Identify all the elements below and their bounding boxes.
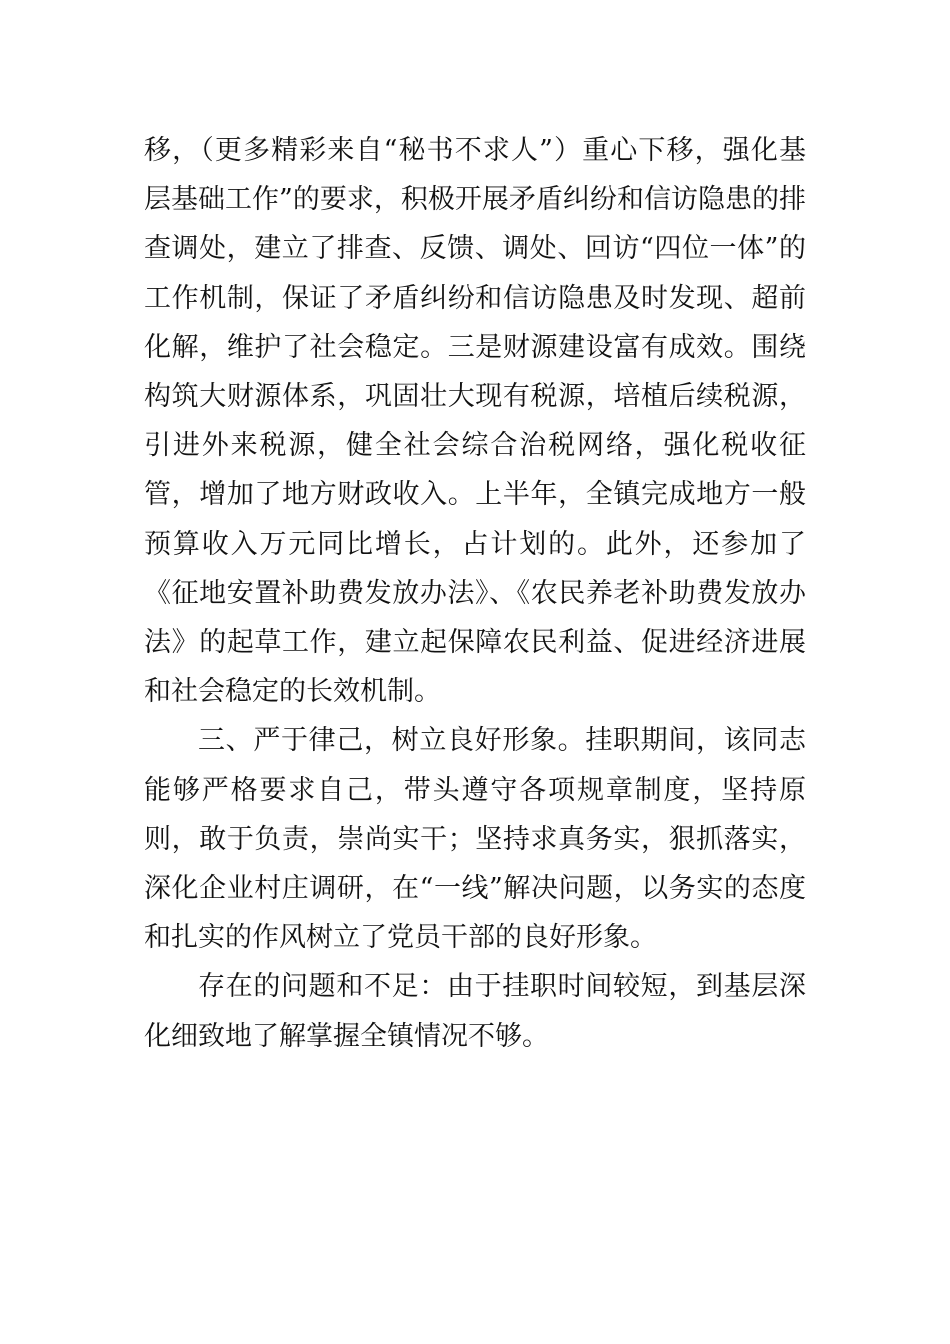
paragraph-shortcomings: 存在的问题和不足：由于挂职时间较短，到基层深化细致地了解掌握全镇情况不够。 [144,971,806,1052]
paragraph-work-mechanism: 移，（更多精彩来自“秘书不求人”）重心下移，强化基层基础工作”的要求，积极开展矛盾纠纷和信访隐患的排查调处，建立了排查、反馈、调处、回访“四位一体”的工作机制，保证了矛盾纠纷和信访隐患及时发现、超前化解，维护了社会稳定。三是财源建设富有成效。围绕构筑大财源体系，巩固壮大现有税源，培植后续税源，引进外来税源，健全社会综合治税网络，强化税收征管，增加了地方财政收入。上半年，全镇完成地方一般预算收入万元同比增长，占计划的。此外，还参加了《征地安置补助费发放办法》、《农民养老补助费发放办法》的起草工作，建立起保障农民利益、促进经济进展和社会稳定的长效机制。 [144,135,806,708]
paragraph-self-discipline: 三、严于律己，树立良好形象。挂职期间，该同志能够严格要求自己，带头遵守各项规章制度，坚持原则，敢于负责，崇尚实干；坚持求真务实，狠抓落实，深化企业村庄调研，在“一线”解决问题，以务实的态度和扎实的作风树立了党员干部的良好形象。 [144,725,806,954]
document-body [144,126,806,1061]
